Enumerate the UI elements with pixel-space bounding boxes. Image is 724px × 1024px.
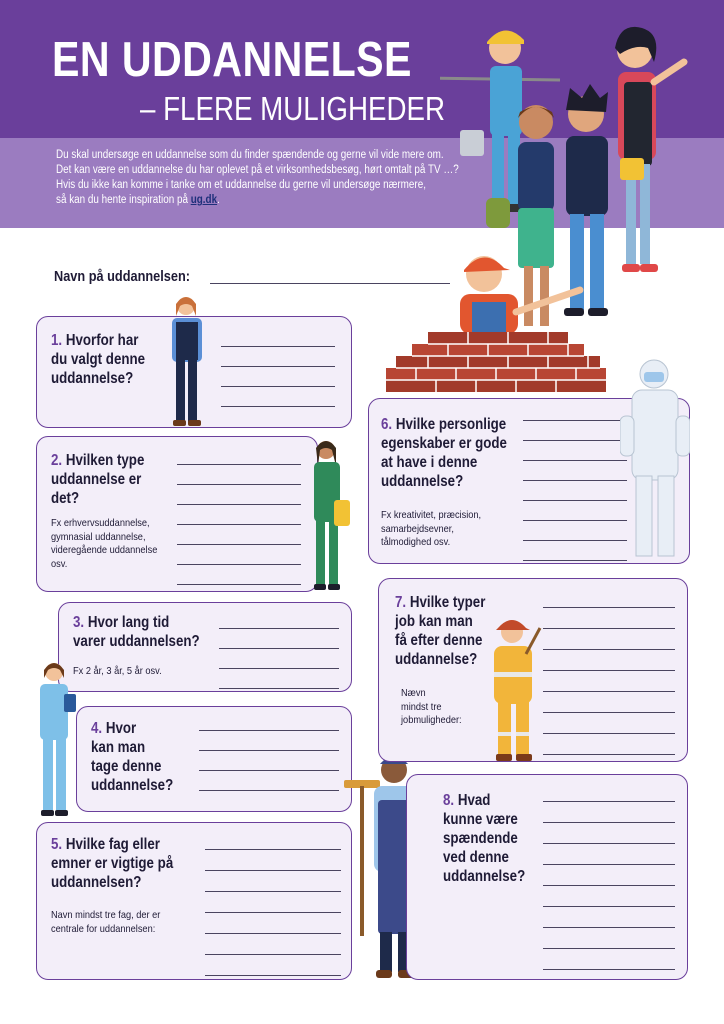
- question-line: spændende: [443, 830, 518, 847]
- hint-line: Fx 2 år, 3 år, 5 år osv.: [73, 665, 162, 677]
- question-line: job kan man: [395, 613, 473, 630]
- question-line: uddannelse?: [395, 651, 478, 668]
- question-line: få efter denne: [395, 632, 483, 649]
- question-line: kunne være: [443, 811, 518, 828]
- question-line: kan man: [91, 739, 146, 756]
- nurse-icon: [306, 436, 352, 594]
- answer-lines[interactable]: [543, 781, 675, 970]
- question-number: 6.: [381, 416, 393, 433]
- question-text: [381, 415, 507, 491]
- hint-line: centrale for uddannelsen:: [51, 922, 156, 935]
- intro-text: [56, 148, 459, 208]
- question-number: 4.: [91, 720, 103, 737]
- brick-wall-icon: [386, 332, 606, 392]
- hint-line: Nævn: [401, 687, 426, 699]
- question-number: 7.: [395, 594, 407, 611]
- question-text: [443, 791, 525, 886]
- hint-line: videregående uddannelse: [51, 544, 158, 556]
- question-text: [51, 331, 145, 388]
- question-line: Hvad: [457, 792, 491, 809]
- page-title: EN UDDANNELSE: [52, 33, 412, 87]
- question-box-3: [58, 602, 352, 692]
- question-number: 3.: [73, 614, 85, 631]
- intro-line: [56, 193, 417, 208]
- education-name-input-line[interactable]: [210, 283, 450, 284]
- question-number: 1.: [51, 332, 63, 349]
- question-line: tage denne: [91, 758, 162, 775]
- question-number: 2.: [51, 452, 63, 469]
- answer-lines[interactable]: [205, 829, 341, 976]
- hint-line: tålmodighed osv.: [381, 536, 451, 548]
- question-number: 5.: [51, 836, 63, 853]
- question-line: det?: [51, 490, 80, 507]
- question-line: emner er vigtige på: [51, 855, 174, 872]
- question-box-8: [406, 774, 688, 980]
- question-line: egenskaber er gode: [381, 435, 507, 452]
- hint-line: mindst tre: [401, 700, 442, 713]
- question-hint: [73, 665, 162, 679]
- hint-line: Navn mindst tre fag, der er: [51, 909, 161, 921]
- question-box-5: [36, 822, 352, 980]
- question-text: [73, 613, 200, 651]
- hint-line: jobmuligheder:: [401, 714, 462, 726]
- question-line: Hvilke fag eller: [65, 836, 160, 853]
- question-line: uddannelse?: [381, 473, 464, 490]
- question-line: uddannelse er: [51, 471, 142, 488]
- question-line: ved denne: [443, 849, 509, 866]
- doctor-icon: [34, 660, 80, 820]
- question-line: du valgt denne: [51, 351, 146, 368]
- intro-line: Du skal undersøge en uddannelse som du finder spændende og gerne vil vide mere om.: [56, 149, 444, 161]
- answer-lines[interactable]: [219, 609, 339, 689]
- hint-line: Fx erhvervsuddannelse,: [51, 517, 150, 529]
- intro-line: Det kan være en uddannelse du har oplevet på et virksomhedsbesøg, hørt omtalt på TV …?: [56, 164, 459, 176]
- education-name-field: [54, 268, 454, 288]
- hint-line: samarbejdsevner,: [381, 522, 454, 535]
- question-hint: [401, 687, 462, 728]
- question-text: [51, 835, 173, 892]
- question-line: varer uddannelsen?: [73, 633, 200, 650]
- hint-line: osv.: [51, 557, 68, 570]
- question-line: uddannelse?: [443, 868, 526, 885]
- bricklayer-icon: [460, 256, 580, 334]
- hairdresser-icon: [615, 27, 684, 272]
- question-line: Hvor lang tid: [87, 614, 170, 631]
- question-hint: [51, 909, 160, 936]
- answer-lines[interactable]: [523, 401, 627, 561]
- question-text: [395, 593, 485, 669]
- ug-link[interactable]: ug.dk: [190, 194, 218, 206]
- question-line: uddannelsen?: [51, 874, 142, 891]
- question-line: uddannelse?: [91, 777, 174, 794]
- question-line: at have i denne: [381, 454, 478, 471]
- question-box-2: [36, 436, 318, 592]
- intro-line-prefix: så kan du hente inspiration på: [56, 194, 191, 206]
- question-hint: [381, 509, 481, 550]
- question-line: Hvilken type: [65, 452, 145, 469]
- office-worker-icon: [164, 294, 210, 430]
- question-line: Hvilke personlige: [395, 416, 507, 433]
- question-hint: [51, 517, 157, 571]
- education-name-label: Navn på uddannelsen:: [54, 268, 191, 285]
- answer-lines[interactable]: [199, 711, 339, 791]
- hint-line: Fx kreativitet, præcision,: [381, 509, 482, 521]
- answer-lines[interactable]: [177, 445, 301, 585]
- question-number: 8.: [443, 792, 455, 809]
- answer-lines[interactable]: [543, 587, 675, 755]
- hint-line: gymnasial uddannelse,: [51, 530, 146, 543]
- question-text: [91, 719, 173, 795]
- page-subtitle: – FLERE MULIGHEDER: [140, 90, 445, 127]
- intro-line-suffix: .: [217, 194, 220, 206]
- lab-worker-icon: [620, 356, 690, 566]
- question-line: Hvor: [105, 720, 137, 737]
- question-line: uddannelse?: [51, 370, 134, 387]
- firefighter-icon: [486, 614, 544, 764]
- question-box-4: [76, 706, 352, 812]
- question-line: Hvorfor har: [65, 332, 139, 349]
- intro-line: Hvis du ikke kan komme i tanke om et uddannelse du gerne vil undersøge nærmere,: [56, 179, 426, 191]
- answer-lines[interactable]: [221, 327, 335, 407]
- question-line: Hvilke typer: [409, 594, 486, 611]
- question-text: [51, 451, 144, 508]
